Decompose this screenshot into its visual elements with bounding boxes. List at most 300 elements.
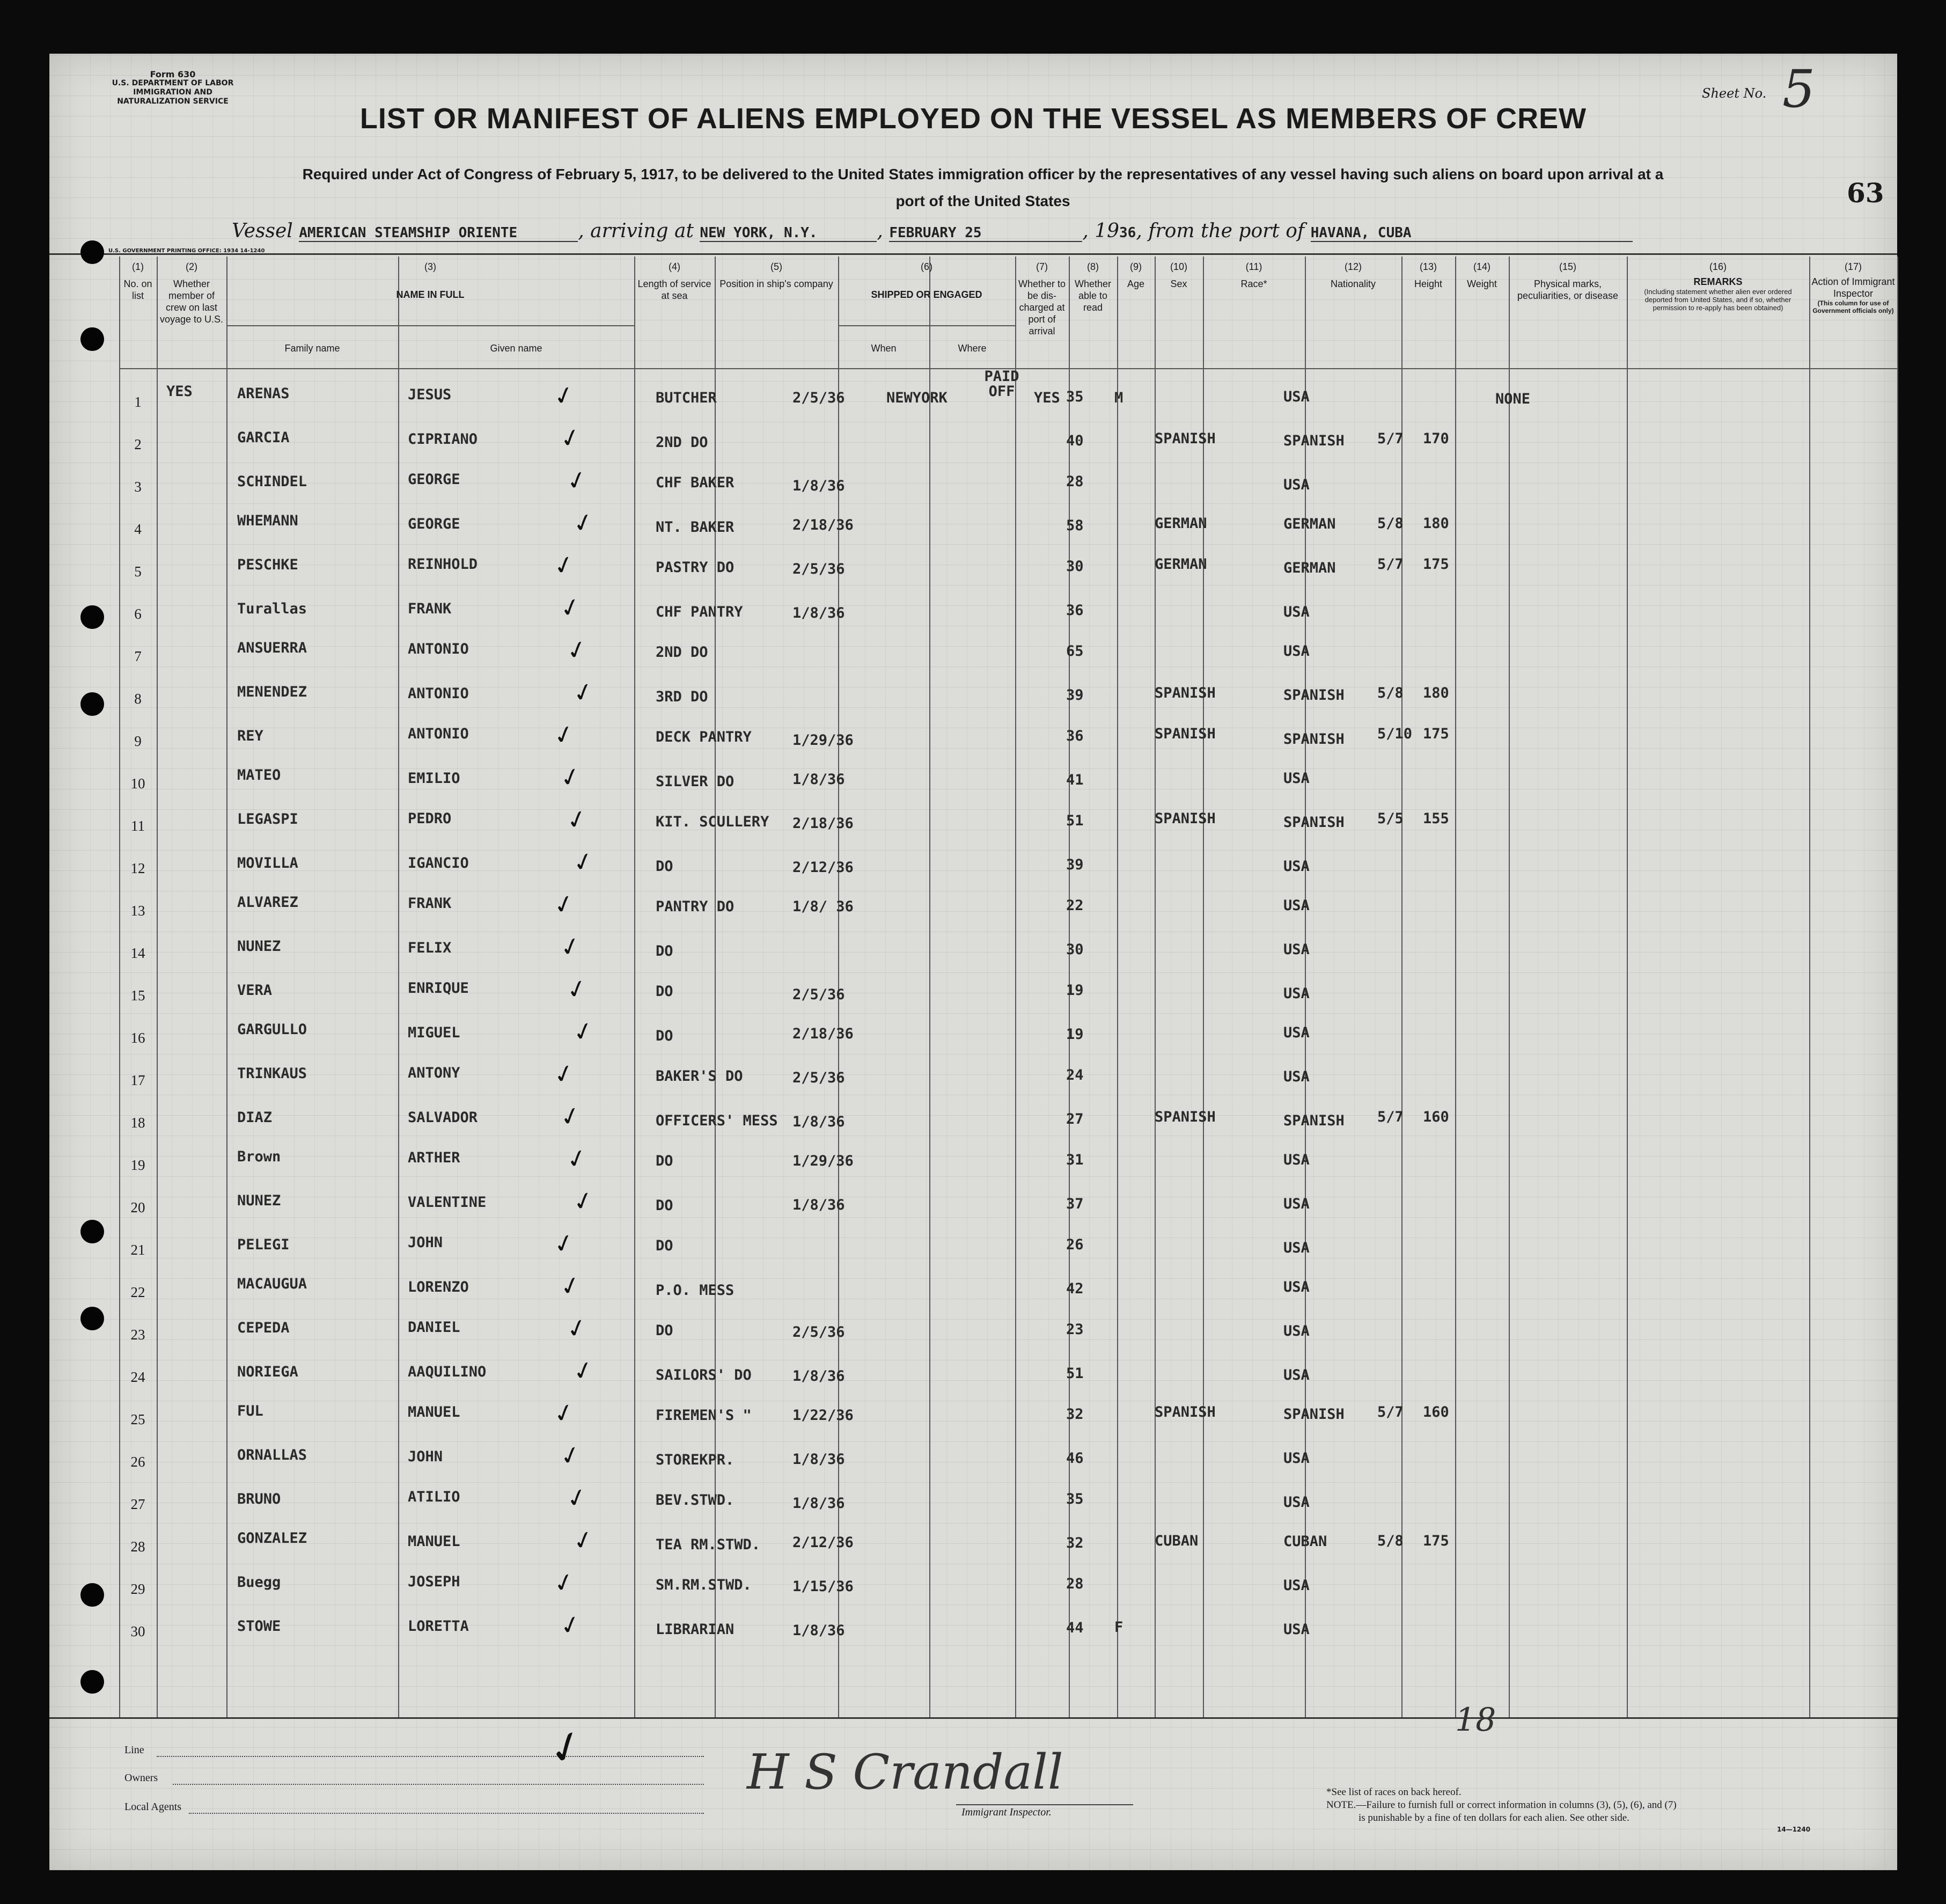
position: 3RD DO [656, 689, 708, 705]
able-to-read: YES [1034, 390, 1060, 406]
given-name: FRANK [408, 895, 452, 912]
race: SPANISH [1155, 430, 1216, 447]
row-number: 6 [134, 606, 142, 622]
family-name: ORNALLAS [237, 1447, 307, 1463]
nationality: USA [1283, 643, 1310, 660]
family-name: NUNEZ [237, 938, 281, 955]
header-text: Physical marks, peculiarities, or disease [1517, 279, 1619, 301]
shipped-where: NEWYORK [886, 390, 948, 406]
family-name: PESCHKE [237, 556, 298, 573]
position: SM.RM.STWD. [656, 1577, 752, 1593]
header-text: SHIPPED OR ENGAGED [871, 289, 982, 300]
family-name: ARENAS [237, 385, 290, 402]
nationality: USA [1283, 1494, 1310, 1511]
header-num: (16) [1709, 261, 1727, 272]
shipped-when: 1/8/36 [792, 478, 845, 494]
header-name [226, 261, 634, 301]
weight: 175 [1423, 726, 1449, 742]
weight: 180 [1423, 515, 1449, 532]
nationality: USA [1283, 389, 1310, 405]
table-row [49, 1057, 1897, 1104]
header-num: (7) [1036, 261, 1048, 272]
check-mark-icon: ✓ [550, 1396, 578, 1430]
age: 26 [1066, 1236, 1084, 1253]
given-name: DANIEL [408, 1319, 460, 1336]
nationality: GERMAN [1283, 516, 1336, 532]
row-number: 13 [130, 903, 145, 919]
shipped-when: 2/12/36 [792, 859, 854, 876]
footer-owners-label: Owners [124, 1772, 158, 1784]
table-row [49, 1353, 1897, 1401]
header-sex [1155, 261, 1203, 290]
shipped-when: 2/5/36 [792, 390, 845, 406]
table-row [49, 1438, 1897, 1485]
family-name: GARCIA [237, 429, 290, 446]
shipped-when: 1/8/36 [792, 1451, 845, 1468]
footer-check-mark: ✓ [541, 1718, 592, 1777]
header-last [157, 261, 226, 325]
table-row [49, 675, 1897, 722]
position: DO [656, 1237, 673, 1254]
height: 5/8 [1377, 1533, 1404, 1549]
family-name: MACAUGUA [237, 1276, 307, 1292]
header-action [1809, 261, 1897, 314]
check-mark-icon: ✓ [556, 929, 584, 964]
year-prefix: , 19 [1082, 220, 1120, 242]
check-mark-icon: ✓ [550, 887, 578, 921]
check-mark-icon: ✓ [556, 760, 584, 794]
position: SILVER DO [656, 773, 735, 790]
table-row [49, 1311, 1897, 1358]
check-mark-icon: ✓ [569, 845, 597, 879]
shipped-when: 1/8/36 [792, 771, 845, 788]
age: 32 [1066, 1406, 1084, 1423]
height: 5/10 [1377, 726, 1413, 742]
table-row [49, 1014, 1897, 1061]
nationality: GERMAN [1283, 560, 1336, 576]
height: 5/7 [1377, 430, 1404, 447]
age: 51 [1066, 1365, 1084, 1382]
age: 65 [1066, 643, 1084, 660]
family-name: Brown [237, 1148, 281, 1165]
age: 19 [1066, 982, 1084, 999]
given-name: PEDRO [408, 810, 452, 827]
row-number: 2 [134, 436, 142, 452]
family-name: FUL [237, 1403, 263, 1419]
race: SPANISH [1155, 810, 1216, 827]
header-text: Weight [1467, 279, 1497, 289]
family-name: VERA [237, 982, 273, 999]
position: LIBRARIAN [656, 1621, 735, 1638]
inspector-signature: H S Crandall [747, 1744, 1063, 1800]
given-name: GEORGE [408, 471, 460, 488]
binder-hole [80, 240, 104, 264]
family-name: SCHINDEL [237, 473, 307, 490]
row-number: 17 [130, 1072, 145, 1088]
position: STOREKPR. [656, 1452, 735, 1468]
weight: 170 [1423, 430, 1449, 447]
age: 30 [1066, 558, 1084, 575]
shipped-when: 1/8/36 [792, 1197, 845, 1213]
header-pos [715, 261, 838, 290]
nationality: USA [1283, 1450, 1310, 1467]
given-name: AAQUILINO [408, 1364, 487, 1380]
nationality: SPANISH [1283, 1406, 1345, 1423]
header-age [1117, 261, 1155, 290]
shipped-when: 1/15/36 [792, 1578, 854, 1595]
binder-hole [80, 1307, 104, 1330]
weight: 180 [1423, 685, 1449, 701]
nationality: USA [1283, 1068, 1310, 1085]
row-number: 12 [130, 860, 145, 876]
row-number: 4 [134, 521, 142, 537]
vessel-line: Vessel AMERICAN STEAMSHIP ORIENTE , arriving at NEW YORK, N.Y. , FEBRUARY 25 , 1936, from the port of HAVANA, CUBA [232, 220, 1633, 242]
age: 42 [1066, 1280, 1084, 1297]
footer-owners-dots [173, 1784, 704, 1785]
vessel-label: Vessel [232, 220, 293, 242]
header-num: (17) [1844, 261, 1862, 272]
row-number: 16 [130, 1030, 145, 1046]
race: CUBAN [1155, 1533, 1199, 1549]
family-name: BRUNO [237, 1491, 281, 1507]
note-races: *See list of races on back hereof. [1326, 1786, 1462, 1798]
binder-hole [80, 1220, 104, 1243]
given-name: JOSEPH [408, 1573, 460, 1590]
subtitle-line-1: Required under Act of Congress of February 5, 1917, to be delivered to the United States immigration officer by the representatives of any vessel having such aliens on board upon arrival at a [302, 166, 1664, 182]
height: 5/8 [1377, 515, 1404, 532]
age: 37 [1066, 1196, 1084, 1212]
family-name: STOWE [237, 1618, 281, 1635]
check-mark-icon: ✓ [550, 548, 578, 582]
nationality: USA [1283, 1577, 1310, 1594]
position: DO [656, 1197, 673, 1214]
age: 28 [1066, 473, 1084, 490]
shipped-when: 2/5/36 [792, 1070, 845, 1086]
table-row [49, 633, 1897, 680]
given-name: ANTONIO [408, 726, 469, 742]
crew-table [49, 257, 1897, 1754]
age: 35 [1066, 389, 1084, 405]
age: 23 [1066, 1321, 1084, 1338]
header-num: (13) [1419, 261, 1437, 272]
header-text: Sex [1170, 279, 1187, 289]
given-name: JOHN [408, 1448, 443, 1465]
header-n [119, 261, 157, 302]
header-text: Race* [1240, 279, 1267, 289]
race: SPANISH [1155, 685, 1216, 701]
from-port: HAVANA, CUBA [1311, 225, 1633, 242]
header-given: Given name [490, 343, 542, 354]
nationality: SPANISH [1283, 433, 1345, 449]
given-name: MIGUEL [408, 1024, 460, 1041]
header-ht [1401, 261, 1455, 290]
race: GERMAN [1155, 515, 1207, 532]
row-number: 26 [130, 1454, 145, 1470]
arrival-date: FEBRUARY 25 [889, 225, 1082, 242]
row-number: 19 [130, 1157, 145, 1173]
position: DO [656, 983, 673, 1000]
footer-agents-dots [189, 1813, 704, 1814]
age: 39 [1066, 856, 1084, 873]
header-text: Height [1414, 279, 1443, 289]
header-when: When [871, 343, 897, 354]
header-num: (2) [186, 261, 197, 272]
header-num: (6) [921, 261, 932, 272]
given-name: MANUEL [408, 1533, 460, 1550]
family-name: MATEO [237, 767, 281, 783]
nationality: USA [1283, 477, 1310, 493]
row-number: 7 [134, 648, 142, 664]
row-number: 10 [130, 775, 145, 792]
age: 24 [1066, 1067, 1084, 1083]
height: 5/7 [1377, 1404, 1404, 1420]
footer-line-dots [157, 1756, 704, 1757]
header-dis [1015, 261, 1069, 337]
document-subtitle [146, 161, 1820, 215]
table-row [49, 1396, 1897, 1443]
family-name: GONZALEZ [237, 1530, 307, 1547]
given-name: FELIX [408, 940, 452, 956]
binder-hole [80, 1670, 104, 1694]
nationality: USA [1283, 1024, 1310, 1041]
shipped-when: 2/18/36 [792, 517, 854, 533]
age: 51 [1066, 812, 1084, 829]
table-row [49, 1184, 1897, 1231]
shipped-when: 2/5/36 [792, 1324, 845, 1341]
header-num: (15) [1559, 261, 1576, 272]
header-num: (5) [770, 261, 782, 272]
header-num: (12) [1344, 261, 1362, 272]
check-mark-icon: ✓ [556, 1269, 584, 1303]
table-row [49, 1141, 1897, 1189]
table-row [49, 1481, 1897, 1528]
table-row [49, 802, 1897, 850]
header-subtext: (This column for use of Government officials only) [1812, 299, 1894, 314]
given-name: VALENTINE [408, 1194, 487, 1211]
header-num: (4) [669, 261, 680, 272]
shipped-when: 2/5/36 [792, 561, 845, 577]
table-row [49, 717, 1897, 765]
form-code: 14—1240 [1777, 1826, 1811, 1833]
shipped-when: 1/8/ 36 [792, 898, 854, 915]
family-name: CEPEDA [237, 1320, 290, 1336]
race: SPANISH [1155, 1404, 1216, 1420]
header-subtext: (Including statement whether alien ever ordered deported from United States, and if so, whether permission to re-apply has been obtained) [1644, 288, 1792, 312]
check-mark-icon: ✓ [550, 378, 578, 413]
binder-hole [80, 692, 104, 716]
position: BUTCHER [656, 390, 717, 406]
header-num: (3) [424, 261, 436, 272]
subheader-rule [838, 325, 1015, 326]
family-name: LEGASPI [237, 811, 298, 827]
row-number: 11 [131, 818, 145, 834]
position: DO [656, 1028, 673, 1044]
table-row [49, 1226, 1897, 1273]
given-name: MANUEL [408, 1404, 460, 1420]
family-name: Turallas [237, 601, 307, 617]
table-row [49, 1099, 1897, 1146]
check-mark-icon: ✓ [569, 1353, 597, 1388]
table-row [49, 421, 1897, 468]
header-text: Nationality [1330, 279, 1376, 289]
table-row [49, 548, 1897, 595]
table-row [49, 463, 1897, 510]
position: DECK PANTRY [656, 729, 752, 745]
header-num: (8) [1087, 261, 1099, 272]
check-mark-icon: ✓ [569, 675, 597, 709]
nationality: USA [1283, 604, 1310, 620]
family-name: MENENDEZ [237, 684, 307, 700]
check-mark-icon: ✓ [563, 802, 591, 837]
form-service: IMMIGRATION AND NATURALIZATION SERVICE [117, 88, 229, 106]
footer-line-label: Line [124, 1744, 144, 1756]
check-mark-icon: ✓ [556, 421, 584, 455]
shipped-when: 2/12/36 [792, 1534, 854, 1551]
table-row [49, 887, 1897, 934]
table-row [49, 590, 1897, 638]
family-name: ALVAREZ [237, 894, 298, 911]
table-row [49, 760, 1897, 807]
table-row [49, 368, 1897, 426]
subheader-rule [226, 325, 634, 326]
family-name: REY [237, 728, 263, 744]
footer-notes [1326, 1786, 1677, 1825]
header-where: Where [958, 343, 987, 354]
row-number: 22 [130, 1284, 145, 1300]
nationality: USA [1283, 770, 1310, 787]
header-family: Family name [284, 343, 340, 354]
check-mark-icon: ✓ [550, 1226, 578, 1261]
height: 5/8 [1377, 685, 1404, 701]
row-number: 30 [130, 1623, 145, 1639]
given-name: IGANCIO [408, 855, 469, 872]
column-rule [1897, 257, 1898, 1717]
header-text: Age [1127, 279, 1145, 289]
race: SPANISH [1155, 1109, 1216, 1125]
position: PASTRY DO [656, 559, 735, 576]
table-row [49, 972, 1897, 1019]
row-number: 15 [130, 987, 145, 1004]
row-number: 8 [134, 691, 142, 707]
weight: 175 [1423, 1533, 1449, 1549]
age: 19 [1066, 1026, 1084, 1043]
check-mark-icon: ✓ [569, 1184, 597, 1218]
family-name: GARGULLO [237, 1021, 307, 1038]
from-port-label: , from the port of [1136, 220, 1305, 242]
table-row [49, 506, 1897, 553]
age: 39 [1066, 687, 1084, 704]
header-marks [1509, 261, 1627, 302]
header-text: Whether able to read [1074, 279, 1112, 313]
position: PANTRY DO [656, 898, 735, 915]
check-mark-icon: ✓ [563, 1481, 591, 1515]
shipped-when: 1/8/36 [792, 605, 845, 621]
check-mark-icon: ✓ [563, 633, 591, 667]
age: 44 [1066, 1620, 1084, 1636]
form-number: Form 630 [150, 69, 196, 79]
header-num: (11) [1245, 261, 1262, 272]
row-number: 28 [130, 1539, 145, 1555]
header-read [1069, 261, 1117, 313]
binder-hole [80, 605, 104, 629]
check-mark-icon: ✓ [569, 1523, 597, 1557]
header-svc [634, 261, 715, 302]
age: 31 [1066, 1152, 1084, 1168]
sheet-number-label: Sheet No. [1702, 86, 1767, 101]
nationality: USA [1283, 1279, 1310, 1295]
given-name: ANTONY [408, 1065, 460, 1081]
height: 5/5 [1377, 810, 1404, 827]
discharged: PAID OFF [984, 368, 1019, 400]
document-title: LIST OR MANIFEST OF ALIENS EMPLOYED ON THE VESSEL AS MEMBERS OF CREW [359, 102, 1587, 135]
height: 5/7 [1377, 1109, 1404, 1125]
given-name: JOHN [408, 1234, 443, 1251]
header-text: Whether to be dis-charged at port of arrival [1018, 279, 1066, 336]
shipped-when: 1/8/36 [792, 1622, 845, 1639]
check-mark-icon: ✓ [556, 590, 584, 625]
given-name: FRANK [408, 601, 452, 617]
position: NT. BAKER [656, 519, 735, 536]
given-name: SALVADOR [408, 1109, 478, 1126]
position: CHF BAKER [656, 474, 735, 491]
position: DO [656, 1322, 673, 1339]
given-name: ENRIQUE [408, 980, 469, 997]
header-text: NAME IN FULL [396, 289, 465, 300]
check-mark-icon: ✓ [556, 1608, 584, 1642]
age: 30 [1066, 941, 1084, 958]
shipped-when: 1/8/36 [792, 1495, 845, 1512]
position: 2ND DO [656, 644, 708, 661]
table-row [49, 1565, 1897, 1613]
tally-note: 18 [1455, 1701, 1496, 1739]
nationality: CUBAN [1283, 1533, 1327, 1550]
check-mark-icon: ✓ [563, 1311, 591, 1345]
signature-rule [956, 1804, 1133, 1805]
family-name: DIAZ [237, 1109, 273, 1126]
row-number: 18 [130, 1115, 145, 1131]
header-text: Whether member of crew on last voyage to U.S. [159, 279, 224, 325]
shipped-when: 2/18/36 [792, 815, 854, 832]
position: BEV.STWD. [656, 1492, 735, 1508]
page-number: 63 [1847, 177, 1884, 209]
row-number: 1 [134, 394, 142, 410]
family-name: MOVILLA [237, 855, 298, 872]
height: 5/7 [1377, 556, 1404, 573]
family-name: WHEMANN [237, 512, 298, 529]
position: CHF PANTRY [656, 604, 743, 620]
vessel-name: AMERICAN STEAMSHIP ORIENTE [299, 225, 578, 242]
position: P.O. MESS [656, 1282, 735, 1299]
header-shipped [838, 261, 1015, 301]
position: KIT. SCULLERY [656, 814, 769, 830]
check-mark-icon: ✓ [556, 1099, 584, 1133]
check-mark-icon: ✓ [550, 1565, 578, 1600]
header-race [1203, 261, 1305, 290]
form-identifier [103, 70, 243, 106]
shipped-when: 2/18/36 [792, 1026, 854, 1042]
check-mark-icon: ✓ [550, 717, 578, 752]
given-name: REINHOLD [408, 556, 478, 573]
given-name: ANTONIO [408, 685, 469, 702]
nationality: USA [1283, 1367, 1310, 1383]
family-name: Buegg [237, 1574, 281, 1591]
age: 22 [1066, 897, 1084, 914]
row-number: 29 [130, 1581, 145, 1597]
note-penalty: is punishable by a fine of ten dollars for each alien. See other side. [1358, 1812, 1629, 1824]
footer-agents-label: Local Agents [124, 1801, 182, 1813]
shipped-when: 1/29/36 [792, 732, 854, 749]
age: 41 [1066, 772, 1084, 788]
